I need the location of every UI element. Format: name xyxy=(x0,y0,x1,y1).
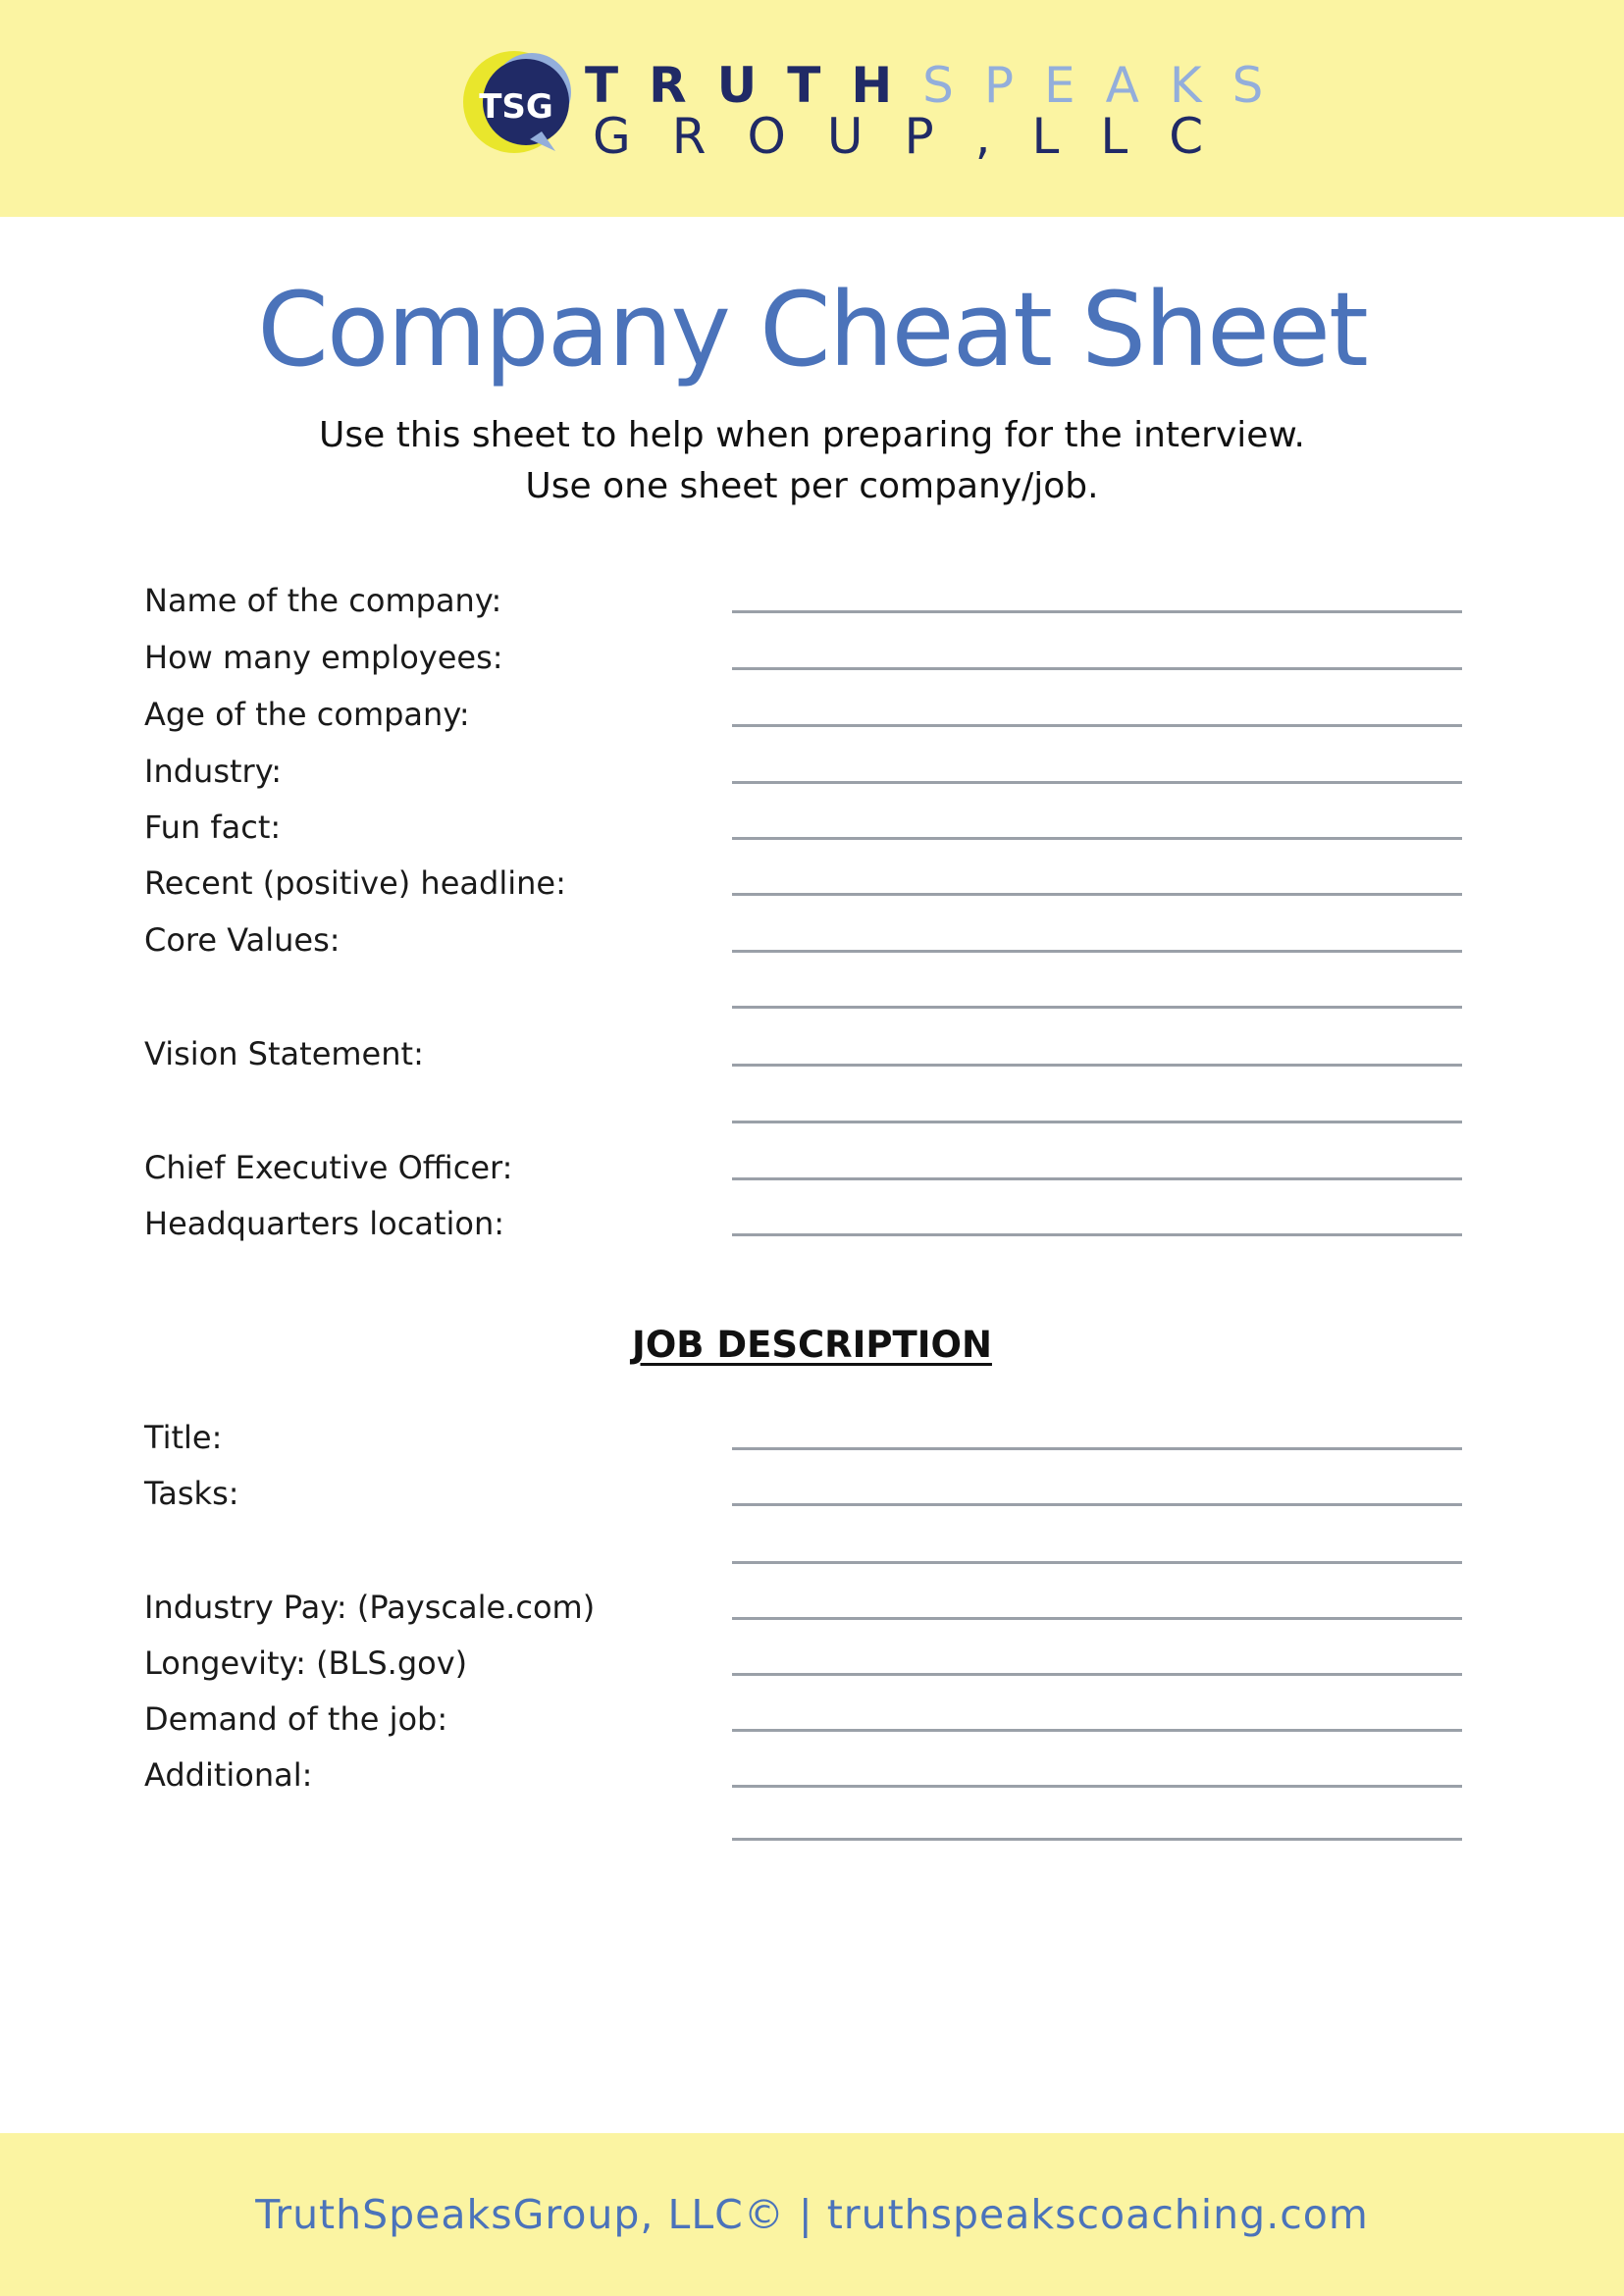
fill-in-line[interactable] xyxy=(732,1447,1462,1450)
footer-band xyxy=(0,2133,1624,2296)
field-row-fun-fact xyxy=(0,803,1624,852)
field-label: Title: xyxy=(144,1419,223,1456)
fill-in-line[interactable] xyxy=(732,893,1462,896)
brand-speaks: SPEAKS xyxy=(922,57,1294,114)
field-label: Headquarters location: xyxy=(144,1205,505,1242)
field-row-ceo xyxy=(0,1143,1624,1192)
field-row-company-name xyxy=(0,576,1624,625)
fill-in-line[interactable] xyxy=(732,1785,1462,1788)
field-label: Vision Statement: xyxy=(144,1035,424,1072)
fill-in-line[interactable] xyxy=(732,837,1462,840)
field-label: Industry: xyxy=(144,753,283,790)
field-label: How many employees: xyxy=(144,639,503,676)
field-row-tasks-cont xyxy=(0,1527,1624,1576)
subtitle-line-1: Use this sheet to help when preparing for the interview. xyxy=(319,415,1305,455)
logo-monogram: TSG xyxy=(479,87,553,127)
fill-in-line[interactable] xyxy=(732,1617,1462,1620)
fill-in-line[interactable] xyxy=(732,1561,1462,1564)
field-label: Demand of the job: xyxy=(144,1700,448,1738)
field-row-headline xyxy=(0,859,1624,908)
field-row-vision xyxy=(0,1029,1624,1078)
fill-in-line[interactable] xyxy=(732,781,1462,784)
fill-in-line[interactable] xyxy=(732,1006,1462,1009)
footer-text[interactable]: TruthSpeaksGroup, LLC© | truthspeakscoaching.com xyxy=(255,2191,1369,2238)
brand-truth: TRUTH xyxy=(585,57,923,114)
field-row-headquarters xyxy=(0,1199,1624,1248)
fill-in-line[interactable] xyxy=(732,667,1462,670)
fill-in-line[interactable] xyxy=(732,1064,1462,1067)
field-row-additional xyxy=(0,1750,1624,1800)
field-row-employees xyxy=(0,633,1624,682)
fill-in-line[interactable] xyxy=(732,1233,1462,1236)
field-label: Additional: xyxy=(144,1756,313,1794)
fill-in-line[interactable] xyxy=(732,1503,1462,1506)
field-row-title xyxy=(0,1413,1624,1462)
brand-name-line2: GROUP,LLC xyxy=(593,108,1245,165)
fill-in-line[interactable] xyxy=(732,950,1462,953)
page-title: Company Cheat Sheet xyxy=(257,270,1367,390)
fill-in-line[interactable] xyxy=(732,1177,1462,1180)
field-label: Age of the company: xyxy=(144,696,470,733)
field-row-additional-cont xyxy=(0,1803,1624,1852)
header-band xyxy=(0,0,1624,217)
field-label: Name of the company: xyxy=(144,582,502,619)
field-row-age xyxy=(0,690,1624,739)
field-row-longevity xyxy=(0,1639,1624,1688)
subtitle-line-2: Use one sheet per company/job. xyxy=(525,466,1099,506)
field-row-vision-cont xyxy=(0,1086,1624,1135)
field-row-tasks xyxy=(0,1469,1624,1518)
fill-in-line[interactable] xyxy=(732,610,1462,613)
field-label: Chief Executive Officer: xyxy=(144,1149,513,1186)
field-label: Tasks: xyxy=(144,1475,239,1512)
fill-in-line[interactable] xyxy=(732,1838,1462,1841)
field-label: Core Values: xyxy=(144,921,341,959)
field-row-core-values xyxy=(0,915,1624,965)
field-label: Longevity: (BLS.gov) xyxy=(144,1644,468,1682)
field-label: Industry Pay: (Payscale.com) xyxy=(144,1589,596,1626)
tsg-logo-icon xyxy=(461,45,575,159)
fill-in-line[interactable] xyxy=(732,1673,1462,1676)
field-row-core-values-cont xyxy=(0,971,1624,1020)
field-row-industry xyxy=(0,747,1624,796)
field-row-demand xyxy=(0,1695,1624,1744)
fill-in-line[interactable] xyxy=(732,1121,1462,1123)
field-label: Recent (positive) headline: xyxy=(144,864,566,902)
fill-in-line[interactable] xyxy=(732,1729,1462,1732)
field-label: Fun fact: xyxy=(144,809,282,846)
field-row-industry-pay xyxy=(0,1583,1624,1632)
job-description-heading: JOB DESCRIPTION xyxy=(632,1324,992,1366)
fill-in-line[interactable] xyxy=(732,724,1462,727)
